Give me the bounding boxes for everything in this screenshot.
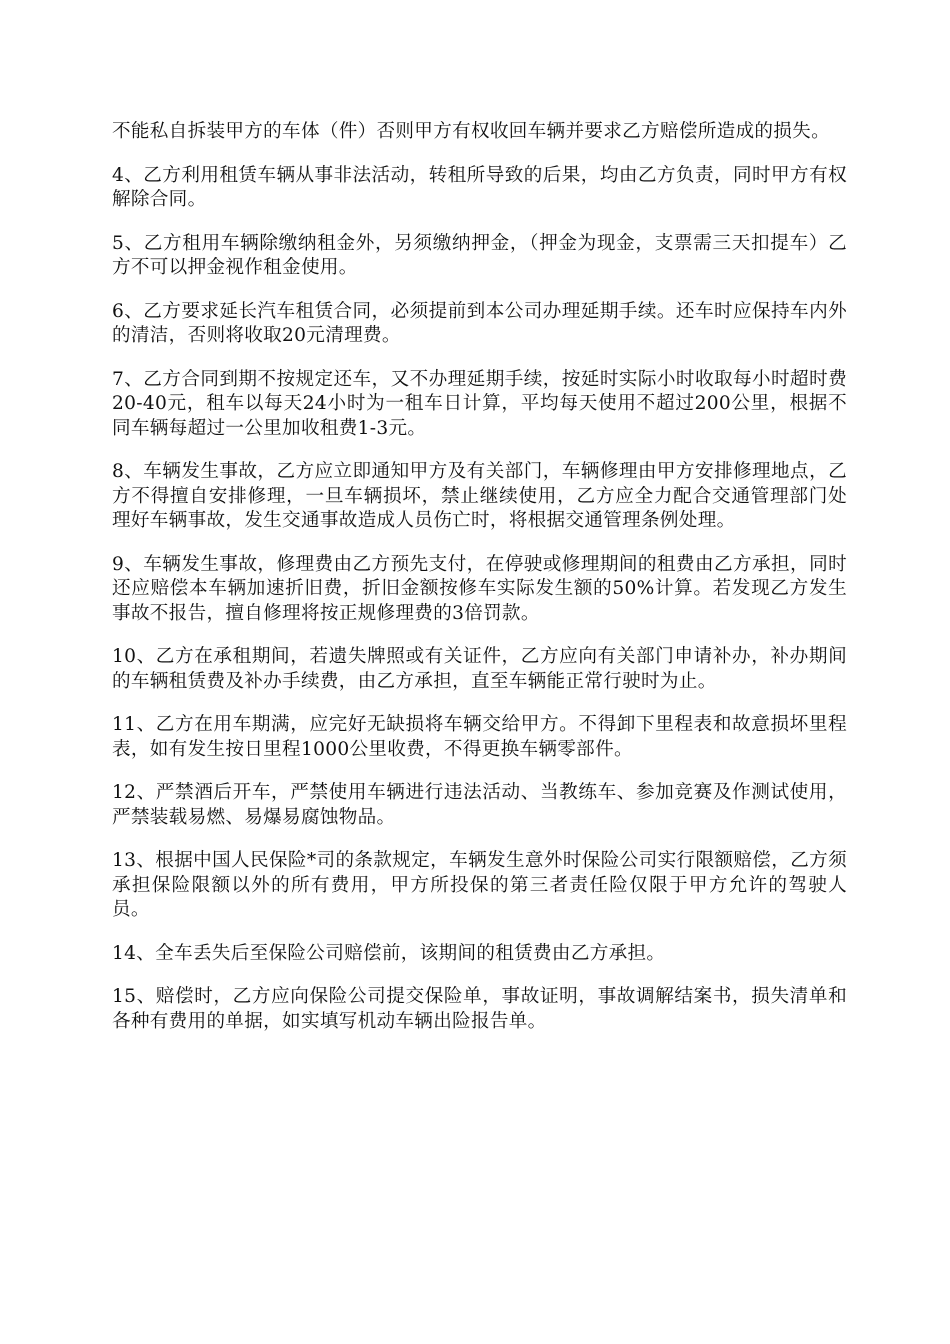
clause-4: 4、乙方利用租赁车辆从事非法活动，转租所导致的后果，均由乙方负责，同时甲方有权解除合同。 <box>112 164 847 210</box>
clause-11: 11、乙方在用车期满，应完好无缺损将车辆交给甲方。不得卸下里程表和故意损坏里程表，如有发生按日里程1000公里收费，不得更换车辆零部件。 <box>112 714 847 760</box>
clause-14: 14、全车丢失后至保险公司赔偿前，该期间的租赁费由乙方承担。 <box>112 942 666 964</box>
paragraph-continuation: 不能私自拆装甲方的车体（件）否则甲方有权收回车辆并要求乙方赔偿所造成的损失。 <box>112 121 830 142</box>
document-body <box>112 120 847 1053</box>
clause-5: 5、乙方租用车辆除缴纳租金外，另须缴纳押金，（押金为现金，支票需三天扣提车）乙方不可以押金视作租金使用。 <box>112 232 847 278</box>
clause-8: 8、车辆发生事故，乙方应立即通知甲方及有关部门，车辆修理由甲方安排修理地点，乙方不得擅自安排修理，一旦车辆损坏，禁止继续使用，乙方应全力配合交通管理部门处理好车辆事故，发生交通事故造成人员伤亡时，将根据交通管理条例处理。 <box>112 461 847 531</box>
clause-6: 6、乙方要求延长汽车租赁合同，必须提前到本公司办理延期手续。还车时应保持车内外的清洁，否则将收取20元清理费。 <box>112 300 847 346</box>
clause-9: 9、车辆发生事故，修理费由乙方预先支付，在停驶或修理期间的租费由乙方承担，同时还应赔偿本车辆加速折旧费，折旧金额按修车实际发生额的50%计算。若发现乙方发生事故不报告，擅自修理将按正规修理费的3倍罚款。 <box>112 553 847 624</box>
clause-10: 10、乙方在承租期间，若遗失牌照或有关证件，乙方应向有关部门申请补办，补办期间的车辆租赁费及补办手续费，由乙方承担，直至车辆能正常行驶时为止。 <box>112 646 847 692</box>
clause-13: 13、根据中国人民保险*司的条款规定，车辆发生意外时保险公司实行限额赔偿，乙方须承担保险限额以外的所有费用，甲方所投保的第三者责任险仅限于甲方允许的驾驶人员。 <box>112 850 847 920</box>
clause-15: 15、赔偿时，乙方应向保险公司提交保险单，事故证明，事故调解结案书，损失清单和各种有费用的单据，如实填写机动车辆出险报告单。 <box>112 986 847 1032</box>
clause-12: 12、严禁酒后开车，严禁使用车辆进行违法活动、当教练车、参加竞赛及作测试使用，严禁装载易燃、易爆易腐蚀物品。 <box>112 782 847 828</box>
clause-7: 7、乙方合同到期不按规定还车，又不办理延期手续，按延时实际小时收取每小时超时费20-40元，租车以每天24小时为一租车日计算，平均每天使用不超过200公里，根据不同车辆每超过一公里加收租费1-3元。 <box>112 368 847 439</box>
